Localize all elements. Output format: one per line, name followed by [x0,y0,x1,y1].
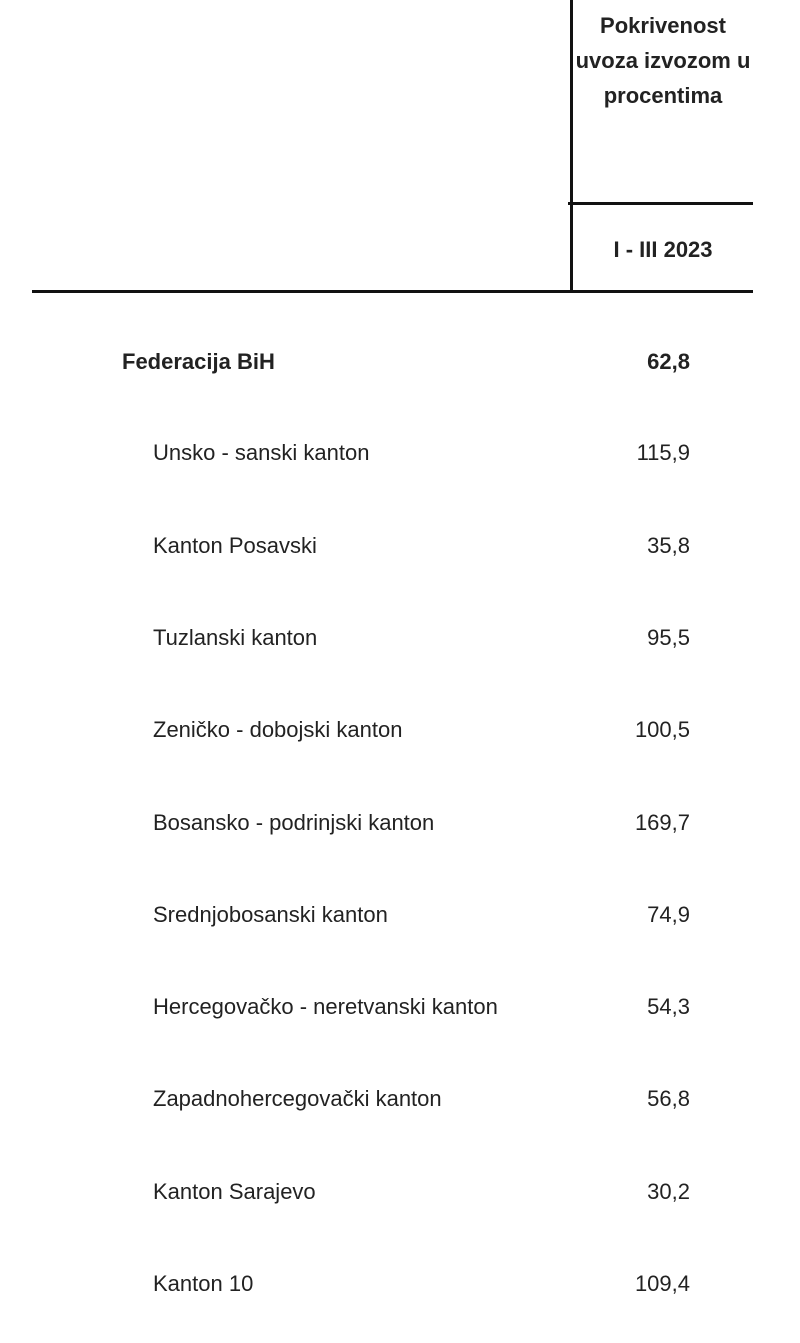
row-value: 109,4 [634,1271,690,1296]
row-value: 35,8 [647,533,690,558]
row-value: 95,5 [647,625,690,650]
row-value: 74,9 [647,902,690,927]
table-row [0,803,800,843]
row-value: 30,2 [647,1179,690,1204]
table-row [0,710,800,750]
row-value: 100,5 [634,717,690,742]
table-row [0,1079,800,1119]
row-label: Bosansko - podrinjski kanton [153,810,435,835]
row-label: Unsko - sanski kanton [153,440,370,465]
column-header: Pokrivenost uvoza izvozom u procentima [575,13,751,108]
row-label: Zapadnohercegovački kanton [153,1086,442,1111]
row-label: Kanton Posavski [153,533,317,558]
row-label: Zeničko - dobojski kanton [153,717,403,742]
table-header-rule [32,290,753,293]
table-row-total [0,342,800,382]
row-label: Kanton 10 [153,1271,254,1296]
table-row [0,895,800,935]
table-row [0,433,800,473]
table-row [0,1264,800,1304]
row-label: Srednjobosanski kanton [153,902,388,927]
row-value: 56,8 [647,1086,690,1111]
table-row [0,526,800,566]
row-value: 54,3 [647,994,690,1019]
header-divider [568,202,753,205]
row-label: Kanton Sarajevo [153,1179,316,1204]
period-header: I - III 2023 [613,237,713,262]
row-label: Federacija BiH [122,349,275,374]
table-row [0,618,800,658]
row-label: Tuzlanski kanton [153,625,318,650]
row-label: Hercegovačko - neretvanski kanton [153,994,498,1019]
table-row [0,1172,800,1212]
row-value: 169,7 [634,810,690,835]
row-value: 62,8 [647,349,690,374]
row-value: 115,9 [636,440,690,465]
table-row [0,987,800,1027]
